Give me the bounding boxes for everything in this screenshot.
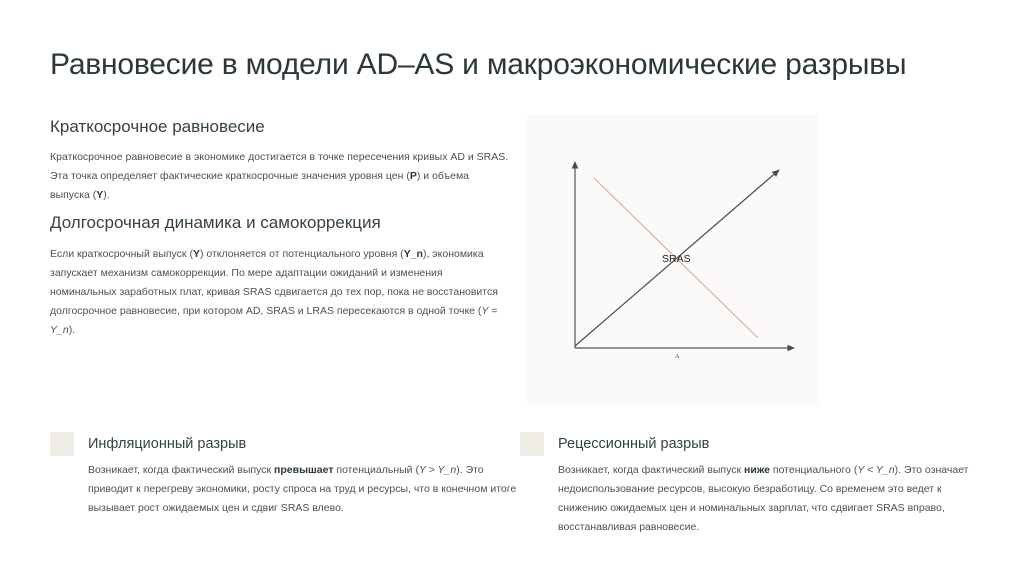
section-heading-long-run: Долгосрочная динамика и самокоррекция: [50, 213, 381, 232]
ad-as-diagram-svg: [527, 114, 818, 405]
section-text-long-run: Если краткосрочный выпуск (Y) отклоняется от потенциального уровня (Y_n), экономика запускает механизм самокоррекции. По мере адаптации ожиданий и изменения номинальных заработных плат, кривая SRAS сдвигается до тех пор, пока не восстановится долгосрочное равновесие, при котором AD, SRAS и LRAS пересекаются в одной точке (Y = Y_n).: [50, 248, 498, 336]
sras-label: SRAS: [662, 253, 691, 265]
recession-gap-title: Рецессионный разрыв: [558, 436, 710, 452]
section-text-short-run: Краткосрочное равновесие в экономике достигается в точке пересечения кривых AD и SRAS. Эта точка определяет фактические краткосрочные значения уровня цен (P) и объема выпуска (Y).: [50, 151, 509, 201]
recession-gap-text: Возникает, когда фактический выпуск ниже потенциального (Y < Y_n). Это означает недоиспользование ресурсов, высокую безработицу. Со временем это ведет к снижению ожидаемых цен и номинальных зарплат, что сдвигает SRAS вправо, восстанавливая равновесие.: [558, 464, 969, 533]
recession-gap-icon: [520, 432, 544, 456]
inflation-gap-icon: [50, 432, 74, 456]
inflation-gap-text: Возникает, когда фактический выпуск превышает потенциальный (Y > Y_n). Это приводит к перегреву экономики, росту спроса на труд и ресурсы, что в конечном итоге вызывает рост ожидаемых цен и сдвиг SRAS влево.: [88, 464, 517, 514]
section-heading-short-run: Краткосрочное равновесие: [50, 117, 265, 136]
inflation-gap-title: Инфляционный разрыв: [88, 436, 247, 452]
ad-as-diagram: [527, 114, 818, 405]
page-title: Равновесие в модели AD–AS и макроэкономические разрывы: [50, 48, 907, 81]
x-axis-label: A: [675, 353, 680, 360]
